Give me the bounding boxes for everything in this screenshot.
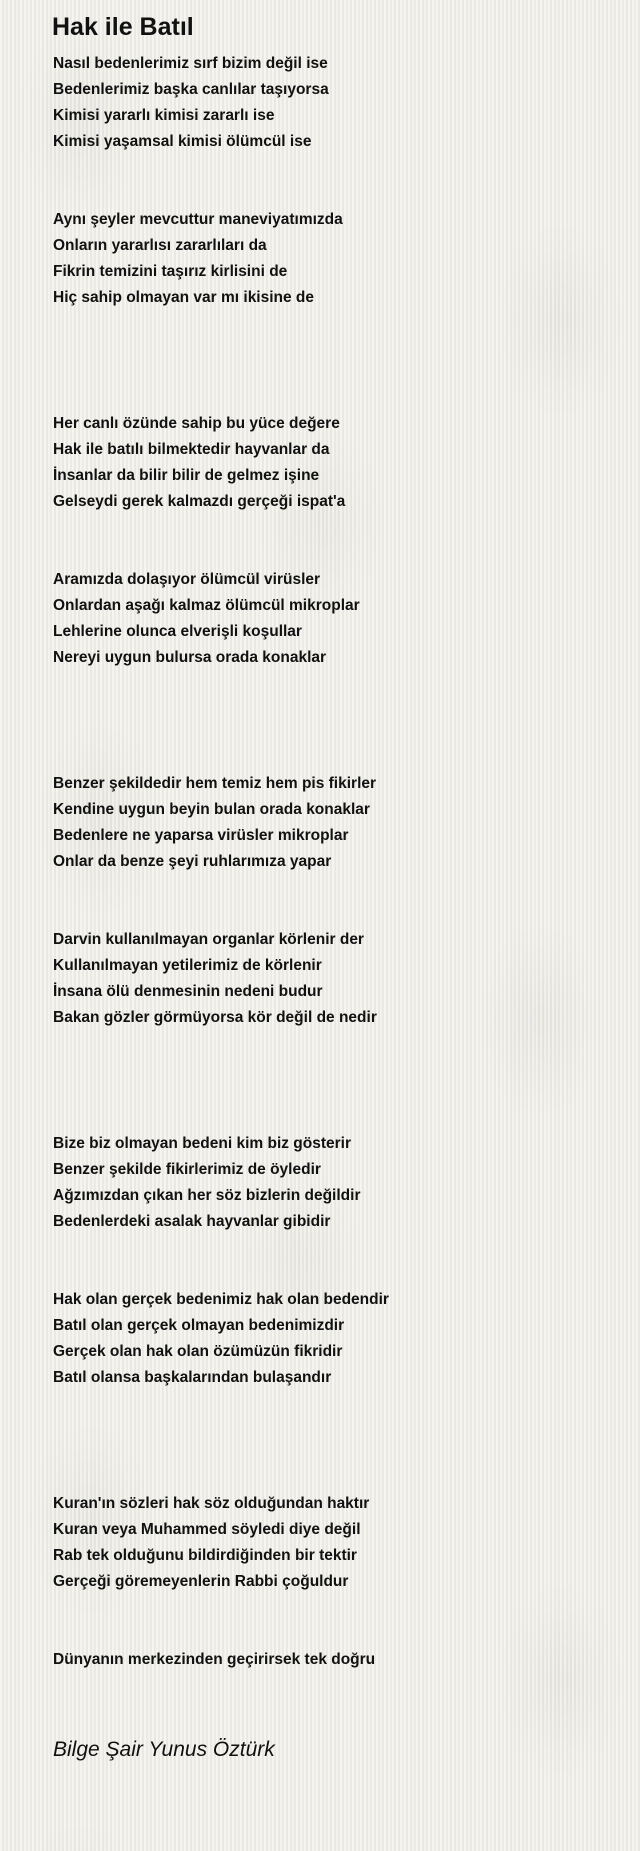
poem-line: Aramızda dolaşıyor ölümcül virüsler [53, 571, 321, 588]
stanza [53, 51, 613, 207]
stanza-group [53, 1491, 613, 1851]
poem-line: Benzer şekildedir hem temiz hem pis fikirler [53, 775, 377, 792]
poem-line: Dünyanın merkezinden geçirirsek tek doğru [53, 1651, 376, 1668]
poem-line: İnsana ölü denmesinin nedeni budur [53, 983, 323, 1000]
poem-line: Kullanılmayan yetilerimiz de körlenir [53, 957, 322, 974]
poem-line: Bedenlere ne yaparsa virüsler mikroplar [53, 827, 349, 844]
stanza [53, 1647, 613, 1803]
poem-line: Batıl olan gerçek olmayan bedenimizdir [53, 1317, 345, 1334]
poem-line: Rab tek olduğunu bildirdiğinden bir tektir [53, 1547, 357, 1564]
poem-line: İnsanlar da bilir bilir de gelmez işine [53, 467, 320, 484]
poem-line: Her canlı özünde sahip bu yüce değere [53, 415, 340, 432]
poem-line: Kendine uygun beyin bulan orada konaklar [53, 801, 370, 818]
stanza [53, 567, 613, 723]
poem-line: Onların yararlısı zararlıları da [53, 237, 267, 254]
poem-line: Gerçeği göremeyenlerin Rabbi çoğuldur [53, 1573, 349, 1590]
stanza [53, 207, 613, 363]
stanza [53, 411, 613, 567]
poem-line: Kuran veya Muhammed söyledi diye değil [53, 1521, 361, 1538]
poem-line: Benzer şekilde fikirlerimiz de öyledir [53, 1161, 321, 1178]
poem-line: Kuran'ın sözleri hak söz olduğundan haktır [53, 1495, 370, 1512]
stanza-group [53, 411, 613, 771]
poem-line: Hak ile batılı bilmektedir hayvanlar da [53, 441, 330, 458]
poem-line: Kimisi yaşamsal kimisi ölümcül ise [53, 133, 312, 150]
stanza [53, 1491, 613, 1647]
stanza [53, 927, 613, 1083]
stanza-group [53, 771, 613, 1131]
poem-body [53, 51, 613, 1851]
author-signature: Bilge Şair Yunus Öztürk [53, 1738, 275, 1761]
stanza-group [53, 1131, 613, 1491]
poem-line: Kimisi yararlı kimisi zararlı ise [53, 107, 275, 124]
poem-line: Nereyi uygun bulursa orada konaklar [53, 649, 327, 666]
poem-line: Darvin kullanılmayan organlar körlenir der [53, 931, 364, 948]
poem-line: Nasıl bedenlerimiz sırf bizim değil ise [53, 55, 328, 72]
poem-line: Aynı şeyler mevcuttur maneviyatımızda [53, 211, 343, 228]
poem-line: Fikrin temizini taşırız kirlisini de [53, 263, 288, 280]
poem-line: Onlardan aşağı kalmaz ölümcül mikroplar [53, 597, 360, 614]
stanza-group [53, 51, 613, 411]
poem-line: Hak olan gerçek bedenimiz hak olan bedendir [53, 1291, 389, 1308]
poem-line: Onlar da benze şeyi ruhlarımıza yapar [53, 853, 332, 870]
poem-line: Batıl olansa başkalarından bulaşandır [53, 1369, 332, 1386]
poem-line: Ağzımızdan çıkan her söz bizlerin değildir [53, 1187, 361, 1204]
stanza [53, 1131, 613, 1287]
stanza [53, 1287, 613, 1443]
poem-line: Gelseydi gerek kalmazdı gerçeği ispat'a [53, 493, 346, 510]
poem-line: Bakan gözler görmüyorsa kör değil de nedir [53, 1009, 377, 1026]
poem-line: Lehlerine olunca elverişli koşullar [53, 623, 302, 640]
poem-title: Hak ile Batıl [52, 13, 194, 41]
poem-line: Bize biz olmayan bedeni kim biz gösterir [53, 1135, 352, 1152]
poem-line: Hiç sahip olmayan var mı ikisine de [53, 289, 315, 306]
poem-line: Bedenlerdeki asalak hayvanlar gibidir [53, 1213, 331, 1230]
poem-line: Gerçek olan hak olan özümüzün fikridir [53, 1343, 343, 1360]
stanza [53, 771, 613, 927]
poem-line: Bedenlerimiz başka canlılar taşıyorsa [53, 81, 329, 98]
